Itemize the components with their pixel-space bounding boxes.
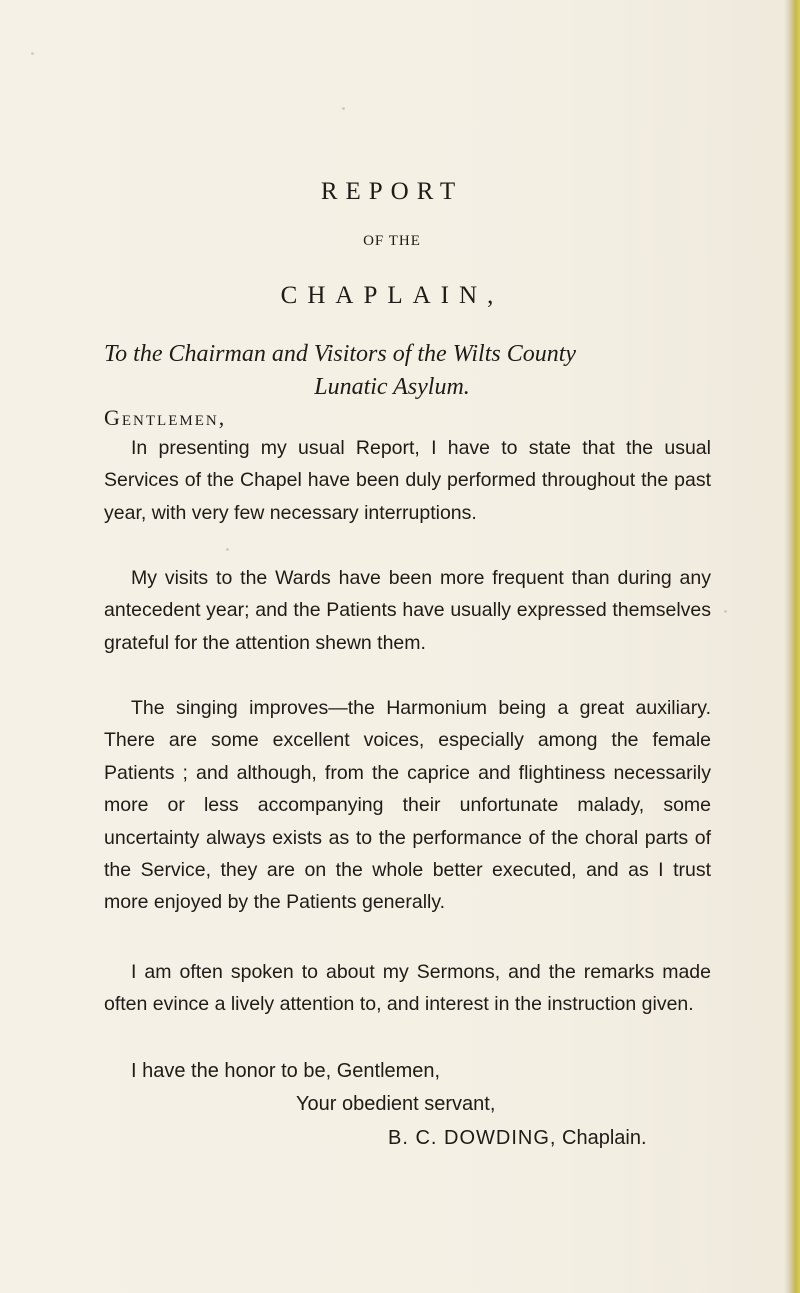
signature-name: B. C. DOWDING, [388,1127,557,1149]
signature-title: Chaplain. [562,1127,647,1149]
body-paragraph [104,432,711,529]
address-line-1: To the Chairman and Visitors of the Wilts County [104,341,577,367]
body-paragraph [104,692,711,919]
page-edge [784,0,800,1293]
address-line-2: Lunatic Asylum. [314,374,470,400]
paragraph-text: The singing improves—the Harmonium being a great auxiliary. There are some excellent voices, especially among the female Patients ; and although, from the caprice and flightiness necessarily more or less accompanying their unfortunate malady, some uncertainty always exists as to the performance of the choral parts of the Service, they are on the whole better executed, and as I trust more enjoyed by the Patients generally. [104,697,711,914]
paragraph-text: My visits to the Wards have been more frequent than during any antecedent year; and the Patients have usually expressed themselves grateful for the attention shewn them. [104,567,711,654]
report-subtitle-connector: OF THE [363,233,421,249]
paragraph-text: I am often spoken to about my Sermons, and the remarks made often evince a lively attention to, and interest in the instruction given. [104,961,711,1016]
salutation: Gentlemen, [104,405,227,430]
body-paragraph [104,562,711,659]
signature [388,1122,748,1154]
report-title: REPORT [320,178,464,205]
body-paragraph [104,956,711,1021]
report-subtitle: CHAPLAIN, [280,282,504,309]
closing-line: Your obedient servant, [296,1093,496,1115]
closing-line: I have the honor to be, Gentlemen, [131,1060,441,1082]
paragraph-text: In presenting my usual Report, I have to state that the usual Services of the Chapel have been duly performed throughout the past year, with very few necessary interruptions. [104,437,711,524]
